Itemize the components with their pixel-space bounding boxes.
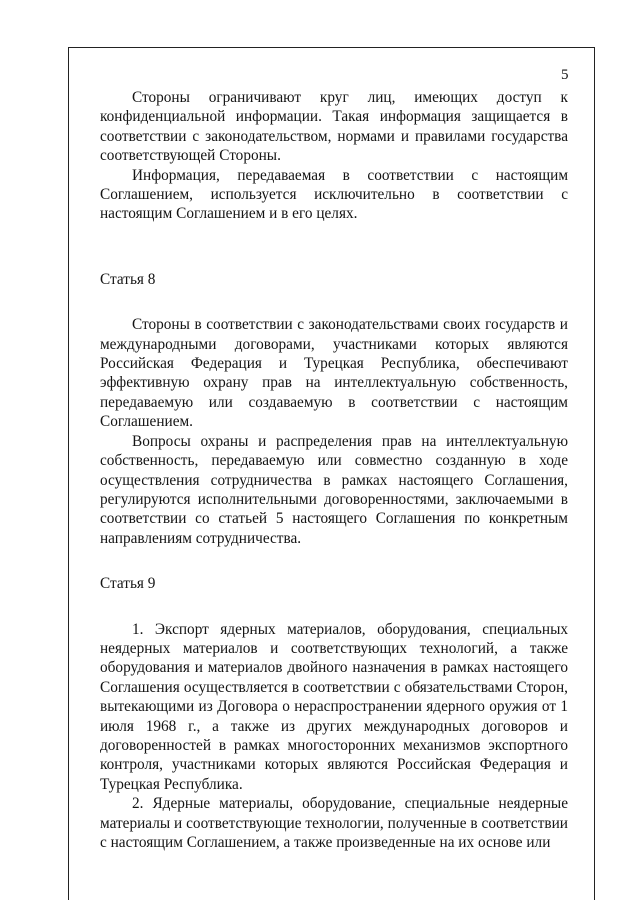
paragraph-information-use: Информация, передаваемая в соответствии с настоящим Соглашением, используется исключительно в соответствии с настоящим Соглашением и в его целях. xyxy=(100,166,568,223)
article-9-paragraph-1: 1. Экспорт ядерных материалов, оборудования, специальных неядерных материалов и соответствующих технологий, а также оборудования и материалов двойного назначения в рамках настоящего Соглашения осуществляется в соответствии с обязательствами Сторон, вытекающими из Договора о нераспространении ядерного оружия от 1 июля 1968 г., а также из других международных договоров и договоренностей в рамках многосторонних механизмов экспортного контроля, участниками которых являются Российская Федерация и Турецкая Республика. xyxy=(100,620,568,793)
document-body xyxy=(100,88,568,852)
article-8-paragraph-2: Вопросы охраны и распределения прав на интеллектуальную собственность, передаваемую или совместно созданную в ходе осуществления сотрудничества в рамках настоящего Соглашения, регулируются исполнительными договоренностями, заключаемыми в соответствии со статьей 5 настоящего Соглашения по конкретным направлениям сотрудничества. xyxy=(100,432,568,547)
article-8-paragraph-1: Стороны в соответствии с законодательствами своих государств и международными договорами, участниками которых являются Российская Федерация и Турецкая Республика, обеспечивают эффективную охрану прав на интеллектуальную собственность, передаваемую или создаваемую в соответствии с настоящим Соглашением. xyxy=(100,316,568,431)
article-9-heading: Статья 9 xyxy=(100,575,156,593)
paragraph-confidential-access: Стороны ограничивают круг лиц, имеющих доступ к конфиденциальной информации. Такая информация защищается в соответствии с законодательством, нормами и правилами государства соответствующей Стороны. xyxy=(100,89,568,165)
page-number: 5 xyxy=(561,67,569,83)
article-8-heading: Статья 8 xyxy=(100,270,156,288)
article-9-paragraph-2: 2. Ядерные материалы, оборудование, специальные неядерные материалы и соответствующие технологии, полученные в соответствии с настоящим Соглашением, а также произведенные на их основе или xyxy=(100,795,568,851)
